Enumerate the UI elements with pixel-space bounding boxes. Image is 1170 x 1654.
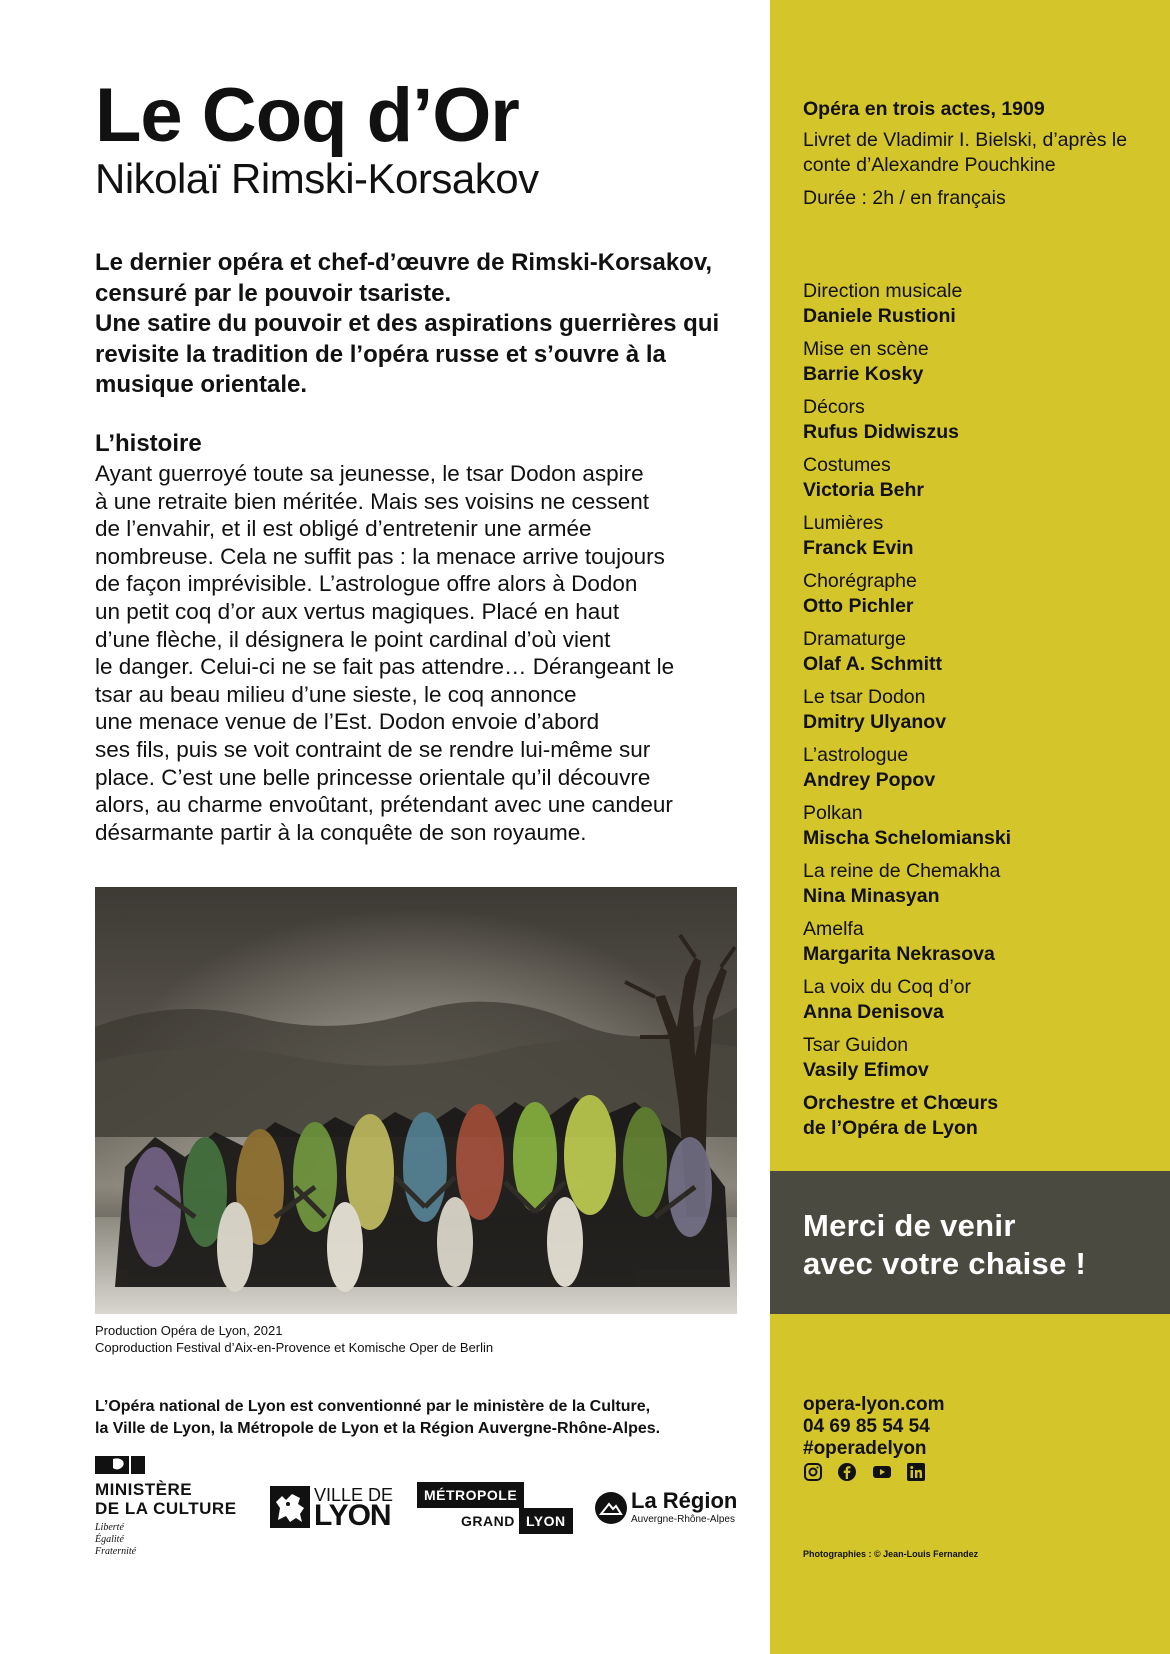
story-line: d’une flèche, il désignera le point cardinal d’où vient bbox=[95, 626, 611, 652]
ensemble-line-1: Orchestre et Chœurs bbox=[803, 1092, 999, 1114]
metropole-lyon-logo bbox=[417, 1482, 567, 1538]
story-line: un petit coq d’or aux vertus magiques. Placé en haut bbox=[95, 598, 620, 624]
credit-item bbox=[803, 801, 1153, 859]
credit-role: Mise en scène bbox=[803, 338, 929, 360]
credit-role: Chorégraphe bbox=[803, 570, 917, 592]
ministere-line-1: MINISTÈRE bbox=[95, 1480, 193, 1499]
credit-role: Direction musicale bbox=[803, 280, 963, 302]
credit-item bbox=[803, 395, 1153, 453]
ensemble-credit bbox=[803, 1091, 1153, 1141]
funding-line-2: la Ville de Lyon, la Métropole de Lyon et la Région Auvergne-Rhône-Alpes. bbox=[95, 1420, 661, 1437]
credit-item bbox=[803, 627, 1153, 685]
credit-item bbox=[803, 917, 1153, 975]
lyon-text: LYON bbox=[314, 1499, 391, 1532]
credits-list bbox=[803, 279, 1153, 1141]
credit-person: Daniele Rustioni bbox=[803, 305, 956, 327]
motto-line-2: Égalité bbox=[95, 1534, 124, 1545]
credit-person: Victoria Behr bbox=[803, 479, 925, 501]
chair-notice-text bbox=[803, 1207, 1086, 1283]
credit-item bbox=[803, 743, 1153, 801]
ville-de-lyon-logo bbox=[270, 1486, 394, 1530]
facebook-icon[interactable] bbox=[837, 1462, 857, 1482]
banner-line-2: avec votre chaise ! bbox=[803, 1246, 1087, 1281]
credit-item bbox=[803, 279, 1153, 337]
credit-person: Otto Pichler bbox=[803, 595, 914, 617]
region-subtitle: Auvergne-Rhône-Alpes bbox=[631, 1514, 735, 1525]
credit-role: La reine de Chemakha bbox=[803, 860, 1001, 882]
website-link[interactable]: opera-lyon.com bbox=[803, 1394, 945, 1415]
metropole-lyon-text: LYON bbox=[519, 1508, 573, 1534]
credit-role: L’astrologue bbox=[803, 744, 909, 766]
metropole-text: MÉTROPOLE bbox=[417, 1482, 524, 1508]
credit-person: Andrey Popov bbox=[803, 769, 936, 791]
story-line: à une retraite bien méritée. Mais ses voisins ne cessent bbox=[95, 488, 650, 514]
ministere-name bbox=[95, 1480, 255, 1518]
story-line: de l’envahir, et il est obligé d’entretenir une armée bbox=[95, 516, 592, 542]
region-name: La Région bbox=[631, 1488, 738, 1513]
credit-item bbox=[803, 337, 1153, 395]
contact-info bbox=[803, 1394, 944, 1460]
story-line: de façon imprévisible. L’astrologue offre alors à Dodon bbox=[95, 571, 638, 597]
partner-logos bbox=[95, 1454, 755, 1564]
credit-role: Le tsar Dodon bbox=[803, 686, 926, 708]
credit-person: Rufus Didwiszus bbox=[803, 421, 960, 443]
youtube-icon[interactable] bbox=[872, 1462, 892, 1482]
instagram-icon[interactable] bbox=[803, 1462, 823, 1482]
credit-person: Olaf A. Schmitt bbox=[803, 653, 943, 675]
story-line: le danger. Celui-ci ne se fait pas attendre… Dérangeant le bbox=[95, 654, 675, 680]
lion-icon bbox=[270, 1486, 310, 1528]
credit-role: Polkan bbox=[803, 802, 863, 824]
production-photo bbox=[95, 887, 737, 1314]
page-title: Le Coq d’Or bbox=[95, 73, 519, 158]
story-line: place. C’est une belle princesse orientale qu’il découvre bbox=[95, 764, 651, 790]
credit-role: Costumes bbox=[803, 454, 891, 476]
motto-line-3: Fraternité bbox=[95, 1546, 137, 1557]
credit-item bbox=[803, 511, 1153, 569]
intro-line-2: Une satire du pouvoir et des aspirations guerrières qui revisite la tradition de l’opéra russe et s’ouvre à la musique orientale. bbox=[95, 310, 720, 398]
credit-person: Vasily Efimov bbox=[803, 1059, 929, 1081]
caption-line-1: Production Opéra de Lyon, 2021 bbox=[95, 1323, 283, 1338]
work-info bbox=[803, 97, 1153, 211]
story-line: Ayant guerroyé toute sa jeunesse, le tsar Dodon aspire bbox=[95, 461, 644, 486]
credit-person: Franck Evin bbox=[803, 537, 914, 559]
phone-number: 04 69 85 54 54 bbox=[803, 1416, 930, 1437]
ministere-culture-logo bbox=[95, 1456, 255, 1558]
credit-person: Anna Denisova bbox=[803, 1001, 944, 1023]
story-line: désarmante partir à la conquête de son royaume. bbox=[95, 819, 587, 845]
marianne-icon bbox=[95, 1456, 145, 1474]
grand-text: GRAND bbox=[461, 1513, 515, 1529]
social-links bbox=[803, 1462, 936, 1482]
credit-item bbox=[803, 569, 1153, 627]
story-heading: L’histoire bbox=[95, 430, 202, 457]
funding-statement bbox=[95, 1396, 755, 1440]
credit-person: Dmitry Ulyanov bbox=[803, 711, 947, 733]
photo-caption bbox=[95, 1322, 493, 1356]
funding-line-1: L’Opéra national de Lyon est conventionné par le ministère de la Culture, bbox=[95, 1398, 651, 1415]
intro-text bbox=[95, 248, 745, 401]
credit-role: Lumières bbox=[803, 512, 884, 534]
composer-name: Nikolaï Rimski-Korsakov bbox=[95, 155, 539, 202]
banner-line-1: Merci de venir bbox=[803, 1208, 1016, 1243]
story-text bbox=[95, 460, 745, 846]
story-line: ses fils, puis se voit contraint de se rendre lui-même sur bbox=[95, 736, 651, 762]
story-line: nombreuse. Cela ne suffit pas : la menace arrive toujours bbox=[95, 543, 665, 569]
credit-item bbox=[803, 859, 1153, 917]
credit-person: Mischa Schelomianski bbox=[803, 827, 1012, 849]
motto-line-1: Liberté bbox=[95, 1522, 124, 1533]
ministere-line-2: DE LA CULTURE bbox=[95, 1499, 237, 1518]
caption-line-2: Coproduction Festival d’Aix-en-Provence et Komische Oper de Berlin bbox=[95, 1340, 494, 1355]
region-mountain-icon bbox=[595, 1492, 627, 1524]
work-duration: Durée : 2h / en français bbox=[803, 187, 1006, 209]
intro-line-1: Le dernier opéra et chef-d’œuvre de Rimski-Korsakov, censuré par le pouvoir tsariste. bbox=[95, 249, 713, 307]
chair-notice-banner bbox=[770, 1171, 1170, 1314]
story-line: tsar au beau milieu d’une sieste, le coq annonce bbox=[95, 681, 577, 707]
photo-credit: Photographies : © Jean-Louis Fernandez bbox=[803, 1549, 979, 1559]
ensemble-line-2: de l’Opéra de Lyon bbox=[803, 1117, 978, 1139]
info-sidebar bbox=[770, 0, 1170, 1654]
hashtag: #operadelyon bbox=[803, 1438, 927, 1459]
credit-item bbox=[803, 975, 1153, 1033]
credit-role: Décors bbox=[803, 396, 865, 418]
credit-item bbox=[803, 453, 1153, 511]
credit-person: Margarita Nekrasova bbox=[803, 943, 995, 965]
credit-person: Barrie Kosky bbox=[803, 363, 924, 385]
story-line: alors, au charme envoûtant, prétendant avec une candeur bbox=[95, 792, 673, 818]
credit-role: Tsar Guidon bbox=[803, 1034, 909, 1056]
credit-role: La voix du Coq d’or bbox=[803, 976, 972, 998]
credit-item bbox=[803, 1033, 1153, 1091]
story-line: une menace venue de l’Est. Dodon envoie d’abord bbox=[95, 709, 600, 735]
work-libretto: Livret de Vladimir I. Bielski, d’après le conte d’Alexandre Pouchkine bbox=[803, 129, 1128, 176]
credit-item bbox=[803, 685, 1153, 743]
region-logo bbox=[595, 1490, 755, 1530]
ville-de-text: VILLE DE bbox=[314, 1485, 394, 1505]
republic-motto bbox=[95, 1522, 255, 1558]
credit-role: Dramaturge bbox=[803, 628, 906, 650]
credit-person: Nina Minasyan bbox=[803, 885, 940, 907]
work-type: Opéra en trois actes, 1909 bbox=[803, 98, 1045, 120]
linkedin-icon[interactable] bbox=[906, 1462, 926, 1482]
credit-role: Amelfa bbox=[803, 918, 864, 940]
